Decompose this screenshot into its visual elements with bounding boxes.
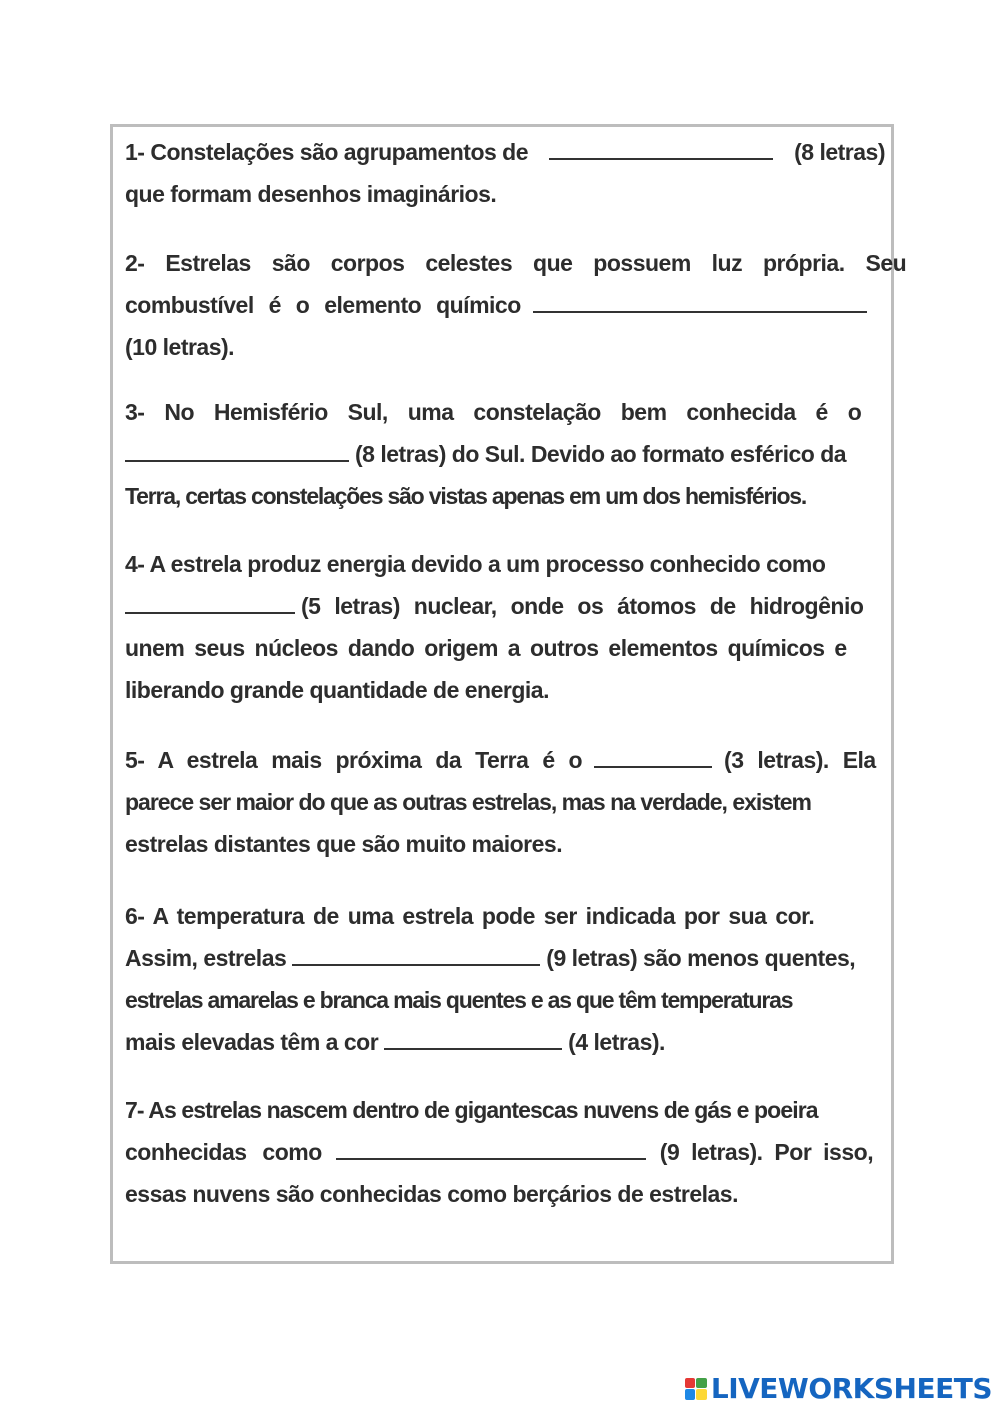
question-6-text-f: (4 letras). xyxy=(568,1029,665,1055)
question-1-text-b: (8 letras) xyxy=(794,139,885,165)
question-5-text-a: 5- A estrela mais próxima da Terra é o xyxy=(125,747,583,773)
question-6-text-a: 6- A temperatura de uma estrela pode ser indicada por sua cor. xyxy=(125,903,815,929)
liveworksheets-brand xyxy=(685,1372,992,1405)
question-6-text-b: Assim, estrelas xyxy=(125,945,287,971)
question-7-line-2 xyxy=(125,1131,885,1173)
question-4-text-d: liberando grande quantidade de energia. xyxy=(125,677,549,703)
question-4-text-c: unem seus núcleos dando origem a outros elementos químicos e xyxy=(125,635,847,661)
question-3-line-1 xyxy=(125,391,885,433)
question-4-line-3 xyxy=(125,627,885,669)
question-7-text-d: essas nuvens são conhecidas como berçários de estrelas. xyxy=(125,1181,738,1207)
question-3-line-3 xyxy=(125,475,885,517)
question-1-line-1 xyxy=(125,131,885,173)
question-6-text-d: estrelas amarelas e branca mais quentes e as que têm temperaturas xyxy=(125,987,793,1013)
question-5-line-3 xyxy=(125,823,885,865)
question-7-line-1 xyxy=(125,1089,885,1131)
question-5-text-d: estrelas distantes que são muito maiores. xyxy=(125,831,563,857)
question-4-text-b: (5 letras) nuclear, onde os átomos de hidrogênio xyxy=(301,593,864,619)
answer-blank-7[interactable] xyxy=(384,1026,562,1050)
question-1-text-c: que formam desenhos imaginários. xyxy=(125,181,497,207)
question-6 xyxy=(125,895,885,1063)
question-5 xyxy=(125,739,885,865)
question-5-text-c: parece ser maior do que as outras estrelas, mas na verdade, existem xyxy=(125,789,811,815)
answer-blank-2[interactable] xyxy=(533,289,867,313)
question-3-text-b: (8 letras) do Sul. Devido ao formato esférico da xyxy=(355,441,847,467)
question-5-line-1 xyxy=(125,739,885,781)
question-4-line-2 xyxy=(125,585,885,627)
worksheet-frame xyxy=(110,124,907,1264)
question-1-line-2 xyxy=(125,173,885,215)
question-6-text-c: (9 letras) são menos quentes, xyxy=(546,945,856,971)
question-6-line-1 xyxy=(125,895,885,937)
question-2-line-1 xyxy=(125,242,907,284)
answer-blank-5[interactable] xyxy=(594,744,712,768)
question-4-line-4 xyxy=(125,669,885,711)
question-3-line-2 xyxy=(125,433,885,475)
question-2-line-2 xyxy=(125,284,885,326)
question-6-text-e: mais elevadas têm a cor xyxy=(125,1029,379,1055)
question-2 xyxy=(125,242,907,368)
answer-blank-4[interactable] xyxy=(125,590,295,614)
answer-blank-1[interactable] xyxy=(549,136,773,160)
question-2-text-c: (10 letras). xyxy=(125,334,235,360)
answer-blank-3[interactable] xyxy=(125,438,349,462)
question-7-text-b: conhecidas como xyxy=(125,1139,322,1165)
question-3 xyxy=(125,391,885,517)
liveworksheets-logo-icon xyxy=(685,1378,707,1400)
question-2-text-b: combustível é o elemento químico xyxy=(125,292,521,318)
question-7-text-c: (9 letras). Por isso, xyxy=(659,1139,874,1165)
question-2-text-a: 2- Estrelas são corpos celestes que possuem luz própria. Seu xyxy=(125,250,907,276)
question-4 xyxy=(125,543,885,711)
question-3-text-c: Terra, certas constelações são vistas apenas em um dos hemisférios. xyxy=(125,483,807,509)
question-6-line-4 xyxy=(125,1021,885,1063)
question-6-line-2 xyxy=(125,937,885,979)
answer-blank-8[interactable] xyxy=(336,1136,646,1160)
question-3-text-a: 3- No Hemisfério Sul, uma constelação bem conhecida é o xyxy=(125,399,862,425)
question-2-line-3 xyxy=(125,326,885,368)
answer-blank-6[interactable] xyxy=(292,942,540,966)
question-5-line-2 xyxy=(125,781,885,823)
question-1-text-a: 1- Constelações são agrupamentos de xyxy=(125,139,529,165)
brand-name: LIVEWORKSHEETS xyxy=(710,1372,992,1405)
question-1 xyxy=(125,131,885,215)
question-4-text-a: 4- A estrela produz energia devido a um processo conhecido como xyxy=(125,551,826,577)
question-7-line-3 xyxy=(125,1173,885,1215)
question-7 xyxy=(125,1089,885,1215)
question-5-text-b: (3 letras). Ela xyxy=(724,747,876,773)
question-4-line-1 xyxy=(125,543,885,585)
question-7-text-a: 7- As estrelas nascem dentro de gigantescas nuvens de gás e poeira xyxy=(125,1097,818,1123)
question-6-line-3 xyxy=(125,979,885,1021)
